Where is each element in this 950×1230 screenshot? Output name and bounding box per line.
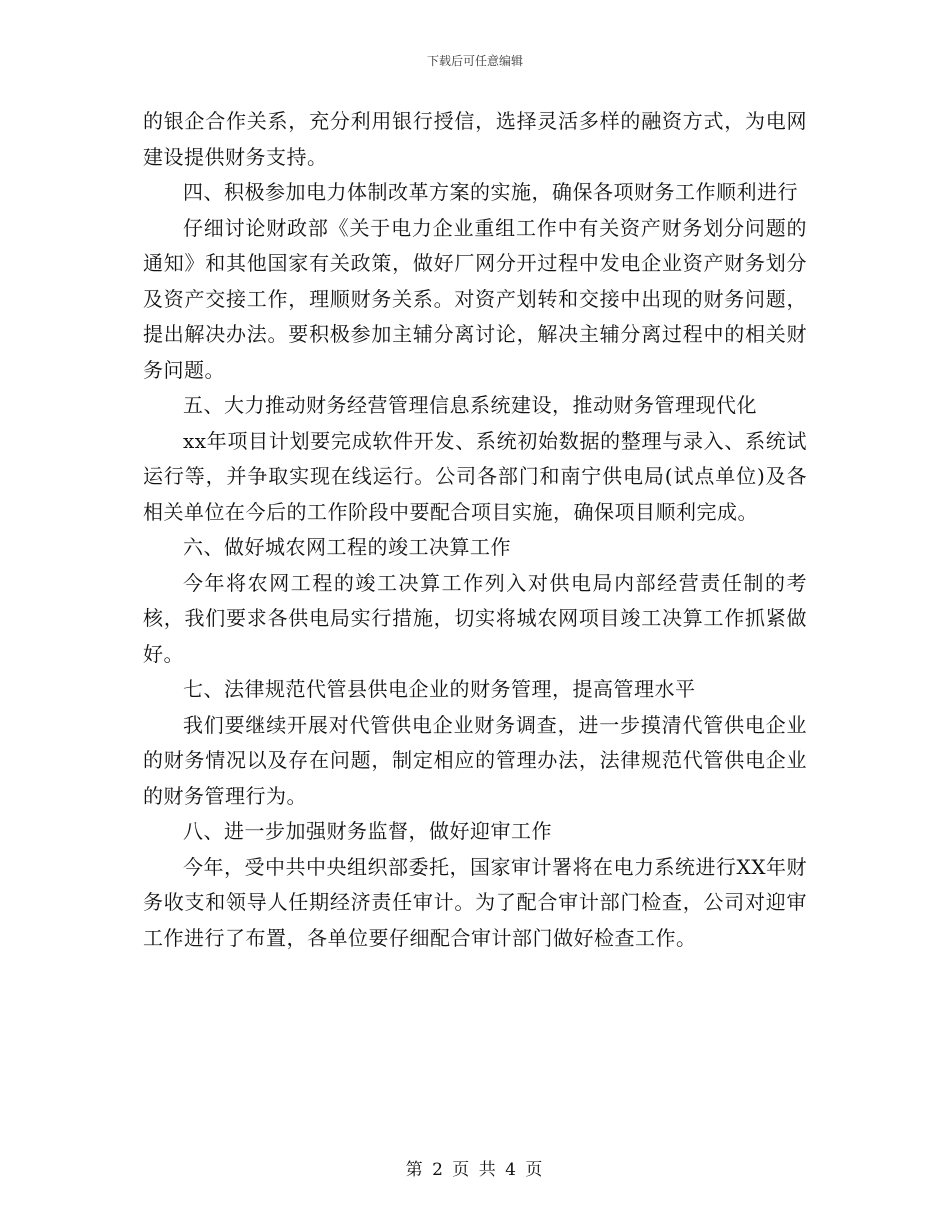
paragraph-6: 今年将农网工程的竣工决算工作列入对供电局内部经营责任制的考核，我们要求各供电局实行措施，切实将城农网项目竣工决算工作抓紧做好。 xyxy=(143,570,807,666)
section-heading-4: 四、积极参加电力体制改革方案的实施，确保各项财务工作顺利进行 xyxy=(183,180,798,204)
paragraph-4: xx年项目计划要完成软件开发、系统初始数据的整理与录入、系统试运行等，并争取实现在线运行。公司各部门和南宁供电局(试点单位)及各相关单位在今后的工作阶段中要配合项目实施，确保项目顺利完成。 xyxy=(143,428,807,524)
page-header-note: 下载后可任意编辑 xyxy=(426,54,523,68)
document-body xyxy=(143,104,807,956)
paragraph-10: 今年，受中共中央组织部委托，国家审计署将在电力系统进行XX年财务收支和领导人任期经济责任审计。为了配合审计部门检查，公司对迎审工作进行了布置，各单位要仔细配合审计部门做好检查工作。 xyxy=(143,854,807,950)
section-heading-7: 七、法律规范代管县供电企业的财务管理，提高管理水平 xyxy=(183,677,696,701)
section-heading-5: 五、大力推动财务经营管理信息系统建设，推动财务管理现代化 xyxy=(183,393,757,417)
section-heading-6: 六、做好城农网工程的竣工决算工作 xyxy=(183,535,511,559)
page-number-footer: 第 2 页 共 4 页 xyxy=(405,1160,545,1180)
paragraph-2: 仔细讨论财政部《关于电力企业重组工作中有关资产财务划分问题的通知》和其他国家有关政策，做好厂网分开过程中发电企业资产财务划分及资产交接工作，理顺财务关系。对资产划转和交接中出现的财务问题，提出解决办法。要积极参加主辅分离讨论，解决主辅分离过程中的相关财务问题。 xyxy=(143,215,807,382)
paragraph-0: 的银企合作关系，充分利用银行授信，选择灵活多样的融资方式，为电网建设提供财务支持。 xyxy=(143,109,807,169)
paragraph-8: 我们要继续开展对代管供电企业财务调查，进一步摸清代管供电企业的财务情况以及存在问题，制定相应的管理办法，法律规范代管供电企业的财务管理行为。 xyxy=(143,712,807,808)
section-heading-8: 八、进一步加强财务监督，做好迎审工作 xyxy=(183,819,552,843)
